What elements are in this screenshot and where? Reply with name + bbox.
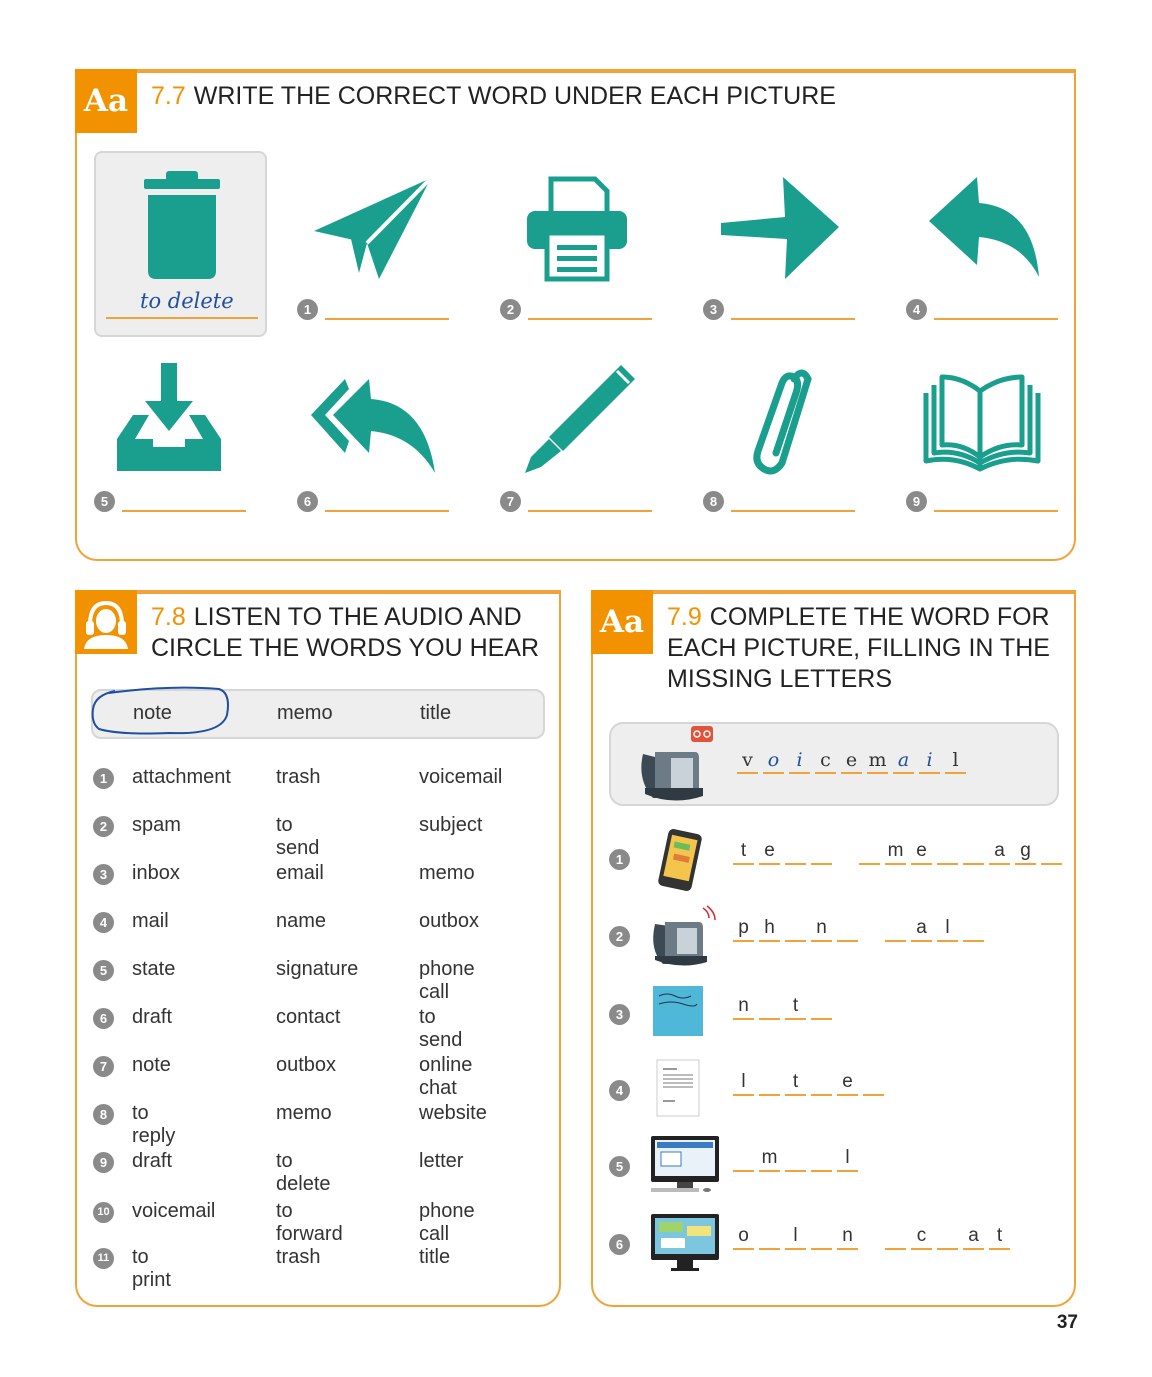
word-option[interactable]: spam (132, 814, 181, 836)
letter-blank[interactable] (811, 994, 832, 1020)
item-number-badge: 5 (609, 1156, 630, 1177)
word-option[interactable]: note (132, 1054, 171, 1076)
letter-blank-row (733, 1224, 1015, 1250)
item-number-badge: 1 (297, 299, 318, 320)
exercise-title-line-3: MISSING LETTERS (667, 665, 893, 693)
letter-document-icon (647, 1058, 723, 1127)
word-option[interactable]: email (276, 862, 324, 884)
letter-blank[interactable] (963, 916, 984, 942)
item-number-badge: 8 (93, 1104, 114, 1125)
letter-blank: v (737, 748, 758, 774)
letter-blank-row (733, 839, 1067, 865)
exercise-7-8-heading (151, 602, 539, 664)
answer-line[interactable] (528, 318, 652, 320)
given-letter: l (785, 1224, 806, 1250)
letter-blank[interactable] (963, 839, 984, 865)
item-number-badge: 3 (703, 299, 724, 320)
item-number-badge: 2 (93, 816, 114, 837)
smartphone-icon (647, 827, 723, 896)
example-card (94, 151, 267, 337)
letter-blank: a (893, 748, 914, 774)
reply-arrow-icon (925, 173, 1045, 283)
answer-line[interactable] (731, 318, 855, 320)
word-option[interactable]: mail (132, 910, 169, 932)
word-gap (837, 839, 859, 865)
given-letter: n (811, 916, 832, 942)
letter-blank: m (867, 748, 888, 774)
word-option[interactable]: trash (276, 766, 321, 788)
ringing-desk-phone-icon (647, 904, 723, 973)
given-letter: a (963, 1224, 984, 1250)
item-number-badge: 4 (906, 299, 927, 320)
exercise-number: 7.8 (151, 603, 186, 631)
letter-blank[interactable] (863, 1070, 884, 1096)
exercise-title-line-2: CIRCLE THE WORDS YOU HEAR (151, 634, 540, 662)
vocabulary-aa-tab: Aa (591, 590, 653, 654)
letter-blank[interactable] (885, 916, 906, 942)
printer-icon (523, 173, 633, 288)
item-number-badge: 3 (93, 864, 114, 885)
letter-blank: o (763, 748, 784, 774)
item-number-badge: 1 (609, 849, 630, 870)
word-option[interactable]: voicemail (132, 1200, 216, 1222)
given-letter: t (785, 1070, 806, 1096)
word-option[interactable]: name (276, 910, 327, 932)
word-option[interactable]: title (419, 1246, 451, 1268)
list-item (593, 896, 1053, 972)
given-letter: e (911, 839, 932, 865)
list-item (593, 819, 1053, 895)
letter-blank-row (733, 1146, 863, 1172)
word-option[interactable]: memo (419, 862, 475, 884)
list-item (593, 1126, 1053, 1202)
trash-icon (132, 167, 232, 287)
sticky-note-icon (647, 982, 723, 1051)
list-item (593, 974, 1053, 1050)
example-letter-row (737, 748, 971, 774)
item-number-badge: 6 (93, 1008, 114, 1029)
word-option[interactable]: to reply (132, 1102, 176, 1147)
item-number-badge: 10 (93, 1202, 114, 1223)
word-option[interactable]: contact (276, 1006, 341, 1028)
letter-blank-row (733, 1070, 889, 1096)
desk-phone-voicemail-icon (633, 724, 723, 804)
letter-blank[interactable] (811, 1146, 832, 1172)
word-option[interactable]: to print (132, 1246, 171, 1291)
word-option[interactable]: website (419, 1102, 487, 1124)
open-book-icon (920, 369, 1046, 479)
word-option[interactable]: attachment (132, 766, 231, 788)
word-option[interactable]: trash (276, 1246, 321, 1268)
word-option[interactable]: to delete (276, 1150, 331, 1195)
headphones-user-icon (80, 595, 132, 649)
given-letter: e (837, 1070, 858, 1096)
item-number-badge: 3 (609, 1004, 630, 1025)
answer-line[interactable] (934, 510, 1058, 512)
exercise-title: WRITE THE CORRECT WORD UNDER EACH PICTURE (193, 82, 836, 110)
answer-line[interactable] (325, 510, 449, 512)
given-letter: t (785, 994, 806, 1020)
letter-blank: e (841, 748, 862, 774)
given-letter: h (759, 916, 780, 942)
given-letter: t (733, 839, 754, 865)
letter-blank[interactable] (1041, 839, 1062, 865)
letter-blank[interactable] (759, 1224, 780, 1250)
word-option[interactable]: to forward (276, 1200, 343, 1245)
list-item (593, 1050, 1053, 1126)
letter-blank-row (733, 994, 837, 1020)
item-number-badge: 2 (609, 926, 630, 947)
example-word-3: title (420, 702, 452, 724)
word-option[interactable]: subject (419, 814, 483, 836)
word-option[interactable]: to send (276, 814, 320, 859)
item-number-badge: 6 (297, 491, 318, 512)
letter-blank[interactable] (759, 1070, 780, 1096)
item-number-badge: 9 (93, 1152, 114, 1173)
exercise-number: 7.9 (667, 603, 702, 631)
word-option[interactable]: inbox (132, 862, 180, 884)
word-option[interactable]: signature (276, 958, 359, 980)
letter-blank[interactable] (937, 839, 958, 865)
letter-blank: c (815, 748, 836, 774)
answer-line[interactable] (122, 510, 246, 512)
fountain-pen-icon (521, 361, 641, 477)
given-letter: n (837, 1224, 858, 1250)
inbox-download-icon (115, 359, 225, 474)
page-number: 37 (1056, 1312, 1078, 1333)
letter-blank[interactable] (733, 1146, 754, 1172)
word-option[interactable]: draft (132, 1150, 173, 1172)
example-row (91, 689, 545, 739)
word-option[interactable]: outbox (276, 1054, 337, 1076)
item-number-badge: 7 (93, 1056, 114, 1077)
item-number-badge: 9 (906, 491, 927, 512)
letter-blank: i (789, 748, 810, 774)
letter-blank[interactable] (785, 839, 806, 865)
letter-blank[interactable] (859, 839, 880, 865)
item-number-badge: 4 (609, 1080, 630, 1101)
item-number-badge: 5 (93, 960, 114, 981)
word-option[interactable]: state (132, 958, 176, 980)
word-option[interactable]: memo (276, 1102, 332, 1124)
item-number-badge: 5 (94, 491, 115, 512)
given-letter: m (759, 1146, 780, 1172)
forward-arrow-icon (717, 173, 847, 283)
given-letter: n (733, 994, 754, 1020)
example-row (609, 722, 1059, 806)
list-item (593, 1204, 1053, 1280)
exercise-7-9-panel (591, 590, 1076, 1307)
exercise-7-9-heading (667, 602, 1050, 695)
example-answer: to delete (140, 289, 234, 313)
given-letter: l (837, 1146, 858, 1172)
letter-blank: l (945, 748, 966, 774)
letter-blank[interactable] (785, 1146, 806, 1172)
given-letter: a (989, 839, 1010, 865)
word-option[interactable]: draft (132, 1006, 173, 1028)
exercise-title-line-2: EACH PICTURE, FILLING IN THE (667, 634, 1050, 662)
letter-blank[interactable] (837, 916, 858, 942)
exercise-7-7-panel (75, 69, 1076, 561)
given-letter: c (911, 1224, 932, 1250)
example-word-2: memo (277, 702, 333, 724)
paperclip-icon (742, 363, 822, 478)
answer-line (106, 317, 258, 319)
answer-line[interactable] (528, 510, 652, 512)
exercise-title-line-1: COMPLETE THE WORD FOR (709, 603, 1050, 631)
letter-blank[interactable] (811, 1070, 832, 1096)
desktop-email-icon (647, 1134, 723, 1203)
letter-blank[interactable] (759, 994, 780, 1020)
word-option[interactable]: phone call (419, 958, 475, 1003)
word-gap (863, 916, 885, 942)
example-word-1: note (133, 702, 172, 724)
given-letter: o (733, 1224, 754, 1250)
send-icon (309, 173, 439, 283)
letter-blank[interactable] (811, 839, 832, 865)
reply-all-icon (309, 369, 439, 479)
exercise-7-8-panel (75, 590, 561, 1307)
letter-blank[interactable] (785, 916, 806, 942)
given-letter: g (1015, 839, 1036, 865)
word-gap (863, 1224, 885, 1250)
desktop-online-chat-icon (647, 1212, 723, 1281)
exercise-title-line-1: LISTEN TO THE AUDIO AND (193, 603, 522, 631)
item-number-badge: 11 (93, 1248, 114, 1269)
letter-blank[interactable] (885, 1224, 906, 1250)
item-number-badge: 4 (93, 912, 114, 933)
exercise-number: 7.7 (151, 82, 186, 110)
listening-tab (75, 590, 137, 654)
item-number-badge: 6 (609, 1234, 630, 1255)
word-option[interactable]: voicemail (419, 766, 503, 788)
word-option[interactable]: to send (419, 1006, 463, 1051)
given-letter: e (759, 839, 780, 865)
letter-blank: i (919, 748, 940, 774)
given-letter: a (911, 916, 932, 942)
word-option[interactable]: phone call (419, 1200, 475, 1245)
given-letter: m (885, 839, 906, 865)
vocabulary-aa-tab: Aa (75, 69, 137, 133)
word-option[interactable]: online chat (419, 1054, 473, 1099)
item-number-badge: 8 (703, 491, 724, 512)
word-option[interactable]: outbox (419, 910, 480, 932)
item-number-badge: 2 (500, 299, 521, 320)
answer-line[interactable] (934, 318, 1058, 320)
given-letter: t (989, 1224, 1010, 1250)
word-option[interactable]: letter (419, 1150, 464, 1172)
letter-blank[interactable] (937, 1224, 958, 1250)
letter-blank[interactable] (811, 1224, 832, 1250)
item-number-badge: 7 (500, 491, 521, 512)
item-number-badge: 1 (93, 768, 114, 789)
answer-line[interactable] (731, 510, 855, 512)
letter-blank-row (733, 916, 989, 942)
answer-line[interactable] (325, 318, 449, 320)
given-letter: l (733, 1070, 754, 1096)
exercise-7-7-heading (151, 81, 836, 112)
given-letter: p (733, 916, 754, 942)
given-letter: l (937, 916, 958, 942)
